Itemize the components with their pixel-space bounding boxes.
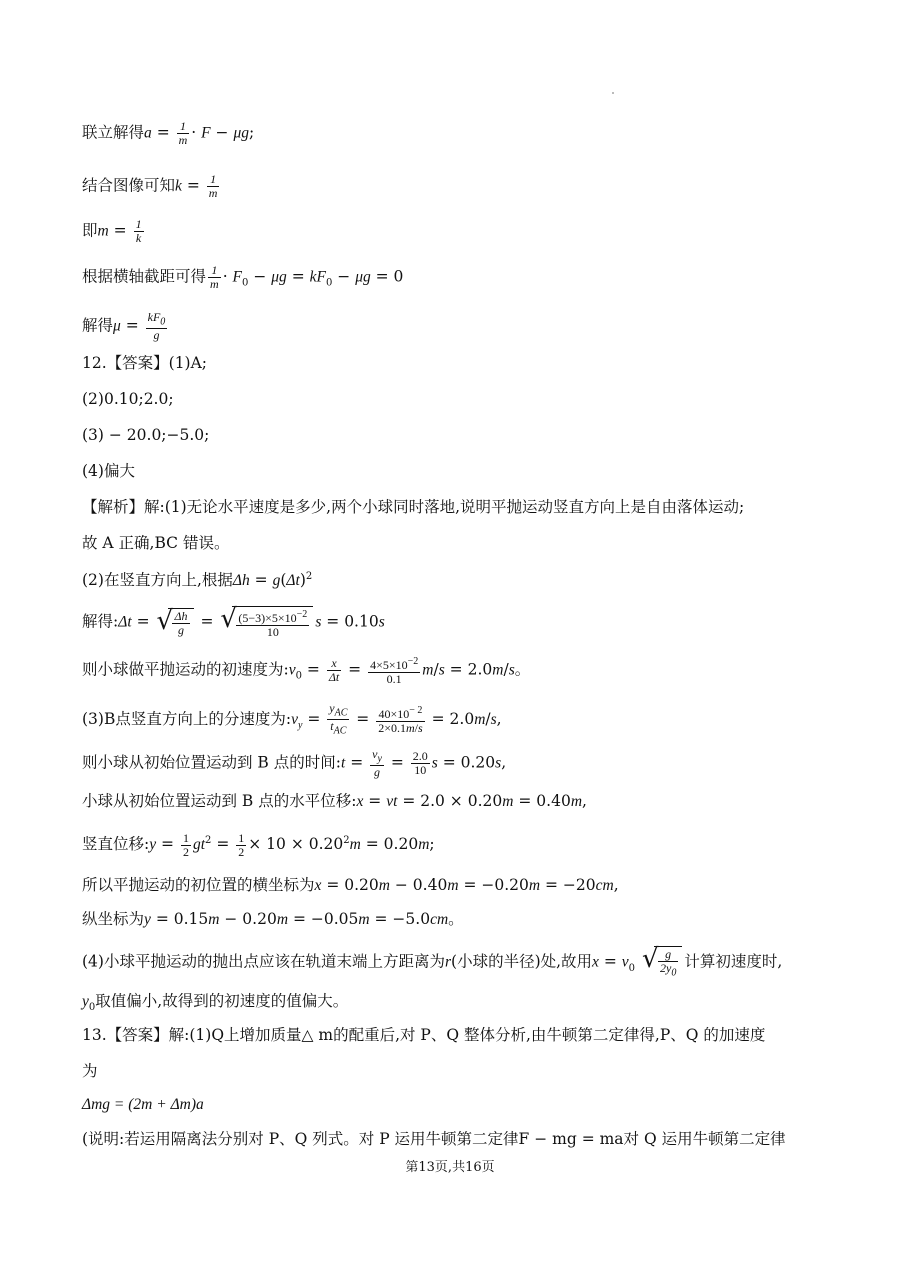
line-intercept: 根据横轴截距可得 $\frac{1}{m}$ · $F_0 - \mu g = kF_0 - \mu g = 0$ [82, 263, 404, 291]
line-graph-slope: 结合图像可知k = $\frac{1}{m}$ [82, 172, 218, 200]
q12-answer-4: (4)偏大 [82, 462, 135, 480]
q13-note: (说明:若运用隔离法分别对 P、Q 列式。对 P 运用牛顿第二定律F − mg = ma对 Q 运用牛顿第二定律 [82, 1130, 786, 1148]
line-y-coordinate: 纵坐标为y = 0.15m − 0.20m = −0.05m = −5.0cm。 [82, 910, 464, 928]
line-time: 则小球从初始位置运动到 B 点的时间:t = $\frac{v_y}{g}$ = $\frac{2.0}{10}$ s = 0.20s, [82, 747, 507, 780]
line-x-coordinate: 所以平抛运动的初位置的横坐标为x = 0.20m − 0.40m = −0.20m = −20cm, [82, 876, 619, 894]
q12-answer-2: (2)0.10;2.0; [82, 390, 174, 408]
page-footer: 第13页,共16页 [405, 1160, 495, 1175]
line-delta-t: 解得:Δt = √ $\frac{\Delta h}{g}$ = √ $\frac{(5-3)\times 5\times 10^{-2}}{10}$ s = 0.10s [82, 604, 385, 639]
line-part4-cont: $y_0$取值偏小,故得到的初速度的值偏大。 [82, 992, 349, 1014]
scan-speck [612, 92, 614, 94]
line-combined-solution: 联立解得a = $\frac{1}{m}$ · F − μg; [82, 119, 255, 147]
q13-equation: Δmg = (2m + Δm)a [82, 1096, 204, 1113]
line-mu: 解得μ = $\frac{kF_0}{g}$ [82, 310, 166, 343]
line-mass: 即m = $\frac{1}{k}$ [82, 217, 142, 245]
line-vertical-displacement: 竖直位移:y = $\frac{1}{2}$ $gt^2$ = $\frac{1}{2}$ × $10 \times 0.20^2m = 0.20m$; [82, 830, 435, 859]
line-part4: (4)小球平抛运动的抛出点应该在轨道末端上方距离为r(小球的半径)处,故用$x = v_0$ √ $\frac{g}{2y_0}$ 计算初速度时, [82, 944, 783, 979]
line-part3: (3)B点竖直方向上的分速度为$:v_y$ = $\frac{y_{AC}}{t_{AC}}$ = $\frac{40\times 10^{- 2}}{2\times 0.1m/s}$ = 2.0m/s, [82, 701, 502, 737]
analysis-line-2: 故 A 正确,BC 错误。 [82, 534, 230, 552]
line-v0: 则小球做平抛运动的初速度为$:v_0$ = $\frac{x}{\Delta t}$ = $\frac{4\times 5\times 10^{-2}}{0.1}$ m/s = 2.0m/s。 [82, 656, 531, 686]
q13-line-1: 13.【答案】解:(1)Q上增加质量△ m的配重后,对 P、Q 整体分析,由牛顿第二定律得,P、Q 的加速度 [82, 1026, 766, 1044]
q12-answer: 12.【答案】(1)A; [82, 354, 208, 372]
q12-answer-3: (3) − 20.0;−5.0; [82, 426, 210, 444]
line-part2: (2)在竖直方向上,根据$\Delta h = g(\Delta t)^2$ [82, 571, 313, 590]
line-horizontal-displacement: 小球从初始位置运动到 B 点的水平位移:x = vt = 2.0 × 0.20m = 0.40m, [82, 792, 587, 810]
q13-line-2: 为 [82, 1062, 98, 1080]
analysis-line-1: 【解析】解:(1)无论水平速度是多少,两个小球同时落地,说明平抛运动竖直方向上是自由落体运动; [82, 498, 745, 516]
